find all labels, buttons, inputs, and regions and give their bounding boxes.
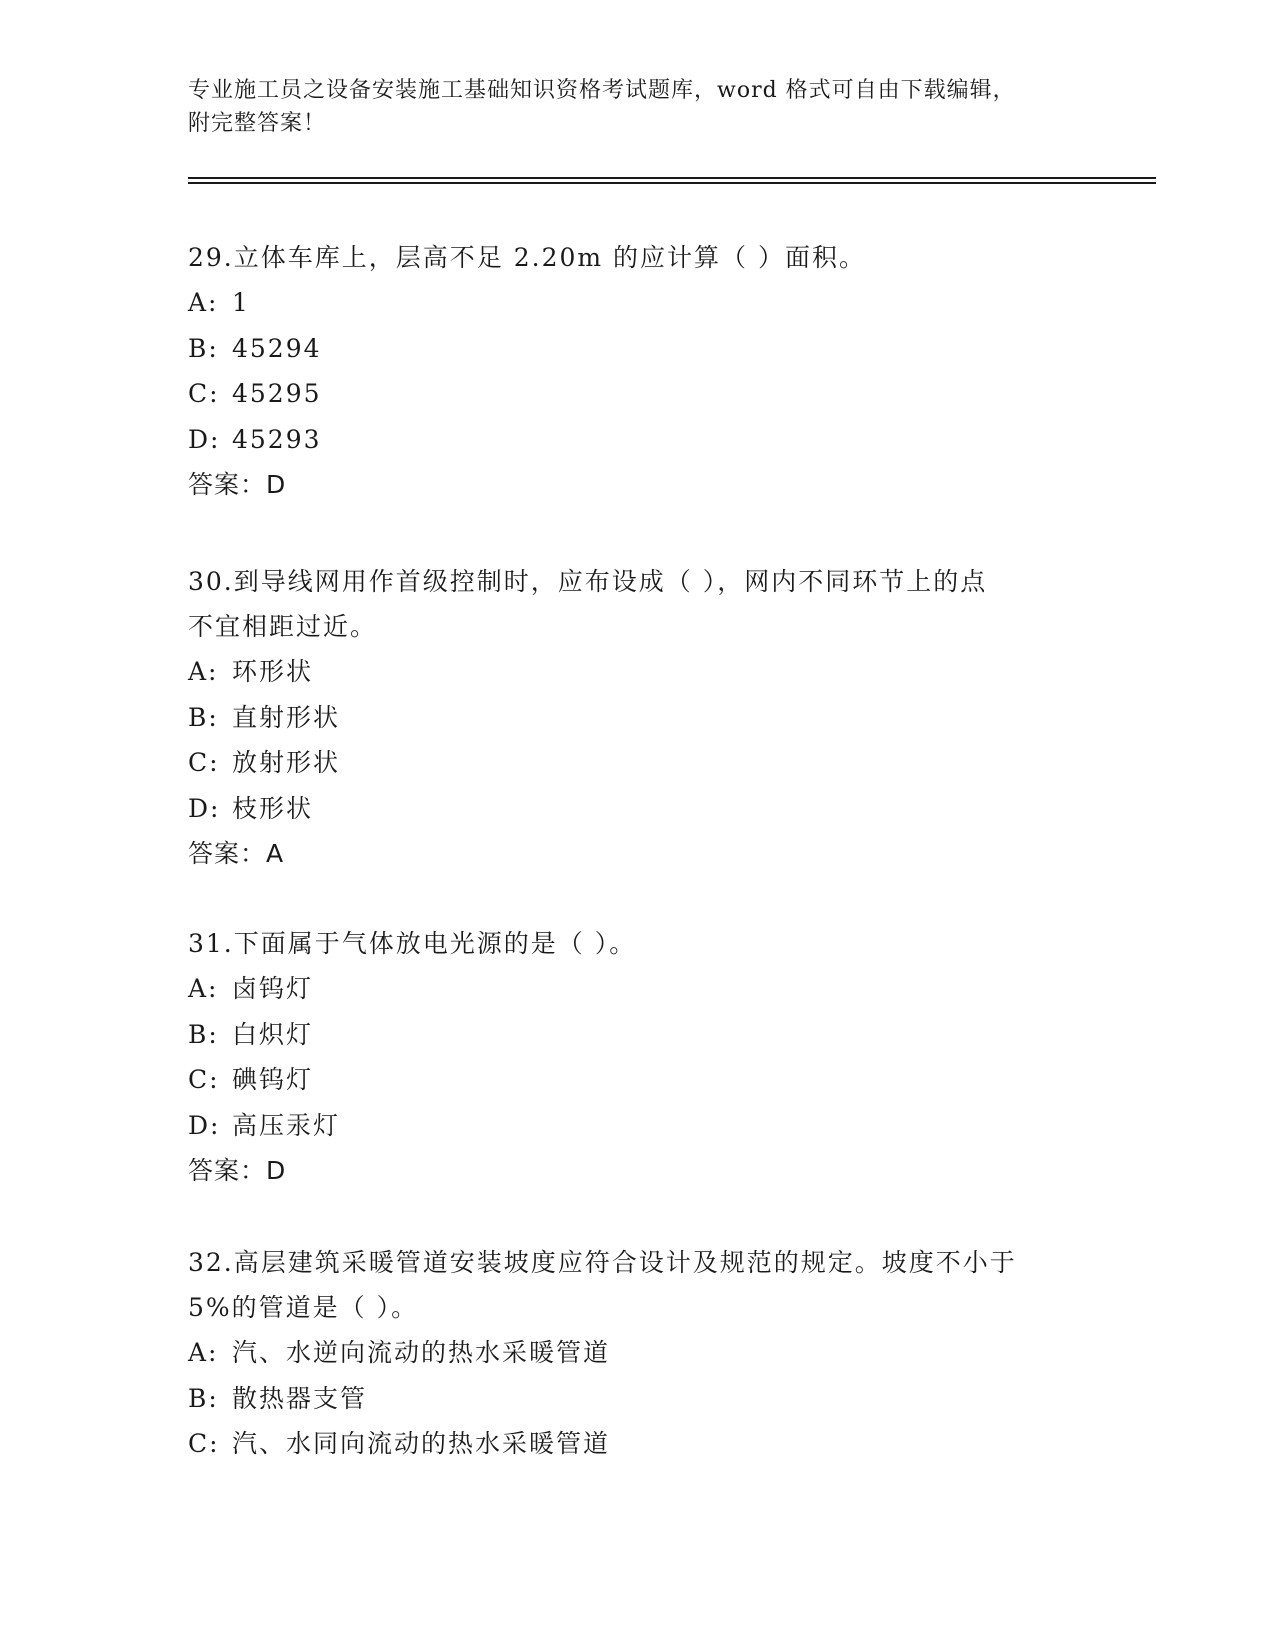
answer-value: D [266, 1156, 287, 1185]
option-key: D: [188, 424, 221, 454]
option-a [188, 649, 1088, 695]
question-29 [188, 235, 1088, 507]
question-text-line: 高层建筑采暖管道安装坡度应符合设计及规范的规定。坡度不小于 [233, 1248, 1017, 1277]
header-line-1: 专业施工员之设备安装施工基础知识资格考试题库，word 格式可自由下载编辑， [188, 78, 1016, 103]
option-d [188, 1103, 1088, 1149]
question-text [188, 921, 1088, 966]
answer-value: D [266, 470, 287, 499]
question-text [188, 1240, 1088, 1285]
option-d [188, 786, 1088, 832]
option-c [188, 1421, 1088, 1467]
option-text: 放射形状 [232, 748, 341, 777]
option-text: 白炽灯 [232, 1019, 314, 1049]
question-number: 32. [188, 1248, 234, 1277]
question-number: 31. [188, 929, 234, 958]
header-line-2: 附完整答案！ [188, 111, 327, 136]
option-c [188, 740, 1088, 786]
option-key: C: [188, 379, 220, 408]
option-key: B: [188, 1019, 219, 1049]
option-key: A: [188, 974, 219, 1003]
option-text: 45294 [232, 333, 322, 363]
option-b [188, 326, 1088, 372]
option-d [188, 417, 1088, 463]
option-a [188, 280, 1088, 326]
question-31 [188, 921, 1088, 1193]
option-key: B: [188, 333, 219, 363]
answer-line [188, 462, 1088, 507]
option-text: 1 [232, 288, 250, 317]
question-text-line: 下面属于气体放电光源的是（ ）。 [233, 929, 637, 958]
question-text-line: 立体车库上，层高不足 2.20m 的应计算（ ）面积。 [233, 243, 866, 272]
option-key: A: [188, 288, 219, 317]
question-text [188, 559, 1088, 604]
option-b [188, 1012, 1088, 1058]
option-key: A: [188, 657, 219, 686]
question-text-line: 到导线网用作首级控制时，应布设成（ ），网内不同环节上的点 [233, 567, 988, 596]
answer-line [188, 831, 1088, 876]
option-text: 汽、水同向流动的热水采暖管道 [232, 1429, 611, 1458]
option-text: 卤钨灯 [232, 974, 314, 1003]
option-c [188, 371, 1088, 417]
question-number: 30. [188, 567, 234, 596]
question-30 [188, 559, 1088, 876]
option-text: 直射形状 [232, 702, 341, 732]
option-key: D: [188, 1110, 221, 1140]
header-divider-top [188, 177, 1156, 179]
answer-line [188, 1148, 1088, 1193]
option-b [188, 695, 1088, 741]
option-key: A: [188, 1338, 219, 1367]
question-text [188, 235, 1088, 280]
option-text: 散热器支管 [232, 1383, 368, 1413]
option-a [188, 966, 1088, 1012]
question-number: 29. [188, 243, 234, 272]
option-c [188, 1057, 1088, 1103]
option-text: 45293 [232, 424, 322, 454]
answer-value: A [266, 839, 285, 868]
option-key: B: [188, 1383, 219, 1413]
option-text: 高压汞灯 [232, 1110, 341, 1140]
option-text: 汽、水逆向流动的热水采暖管道 [232, 1338, 611, 1367]
option-key: C: [188, 1429, 220, 1458]
option-text: 枝形状 [232, 793, 314, 823]
header-divider-bottom [188, 182, 1156, 184]
question-text-continued: 不宜相距过近。 [188, 612, 378, 641]
question-32 [188, 1240, 1088, 1467]
document-header [188, 74, 1068, 140]
option-b [188, 1376, 1088, 1422]
answer-label: 答案： [188, 470, 267, 499]
question-text-continued: 5%的管道是（ ）。 [188, 1293, 419, 1322]
option-key: C: [188, 1065, 220, 1094]
option-text: 环形状 [232, 657, 314, 686]
option-text: 45295 [232, 379, 322, 408]
option-key: C: [188, 748, 220, 777]
answer-label: 答案： [188, 1156, 267, 1185]
option-key: B: [188, 702, 219, 732]
option-key: D: [188, 793, 221, 823]
option-a [188, 1330, 1088, 1376]
option-text: 碘钨灯 [232, 1065, 314, 1094]
answer-label: 答案： [188, 839, 267, 868]
